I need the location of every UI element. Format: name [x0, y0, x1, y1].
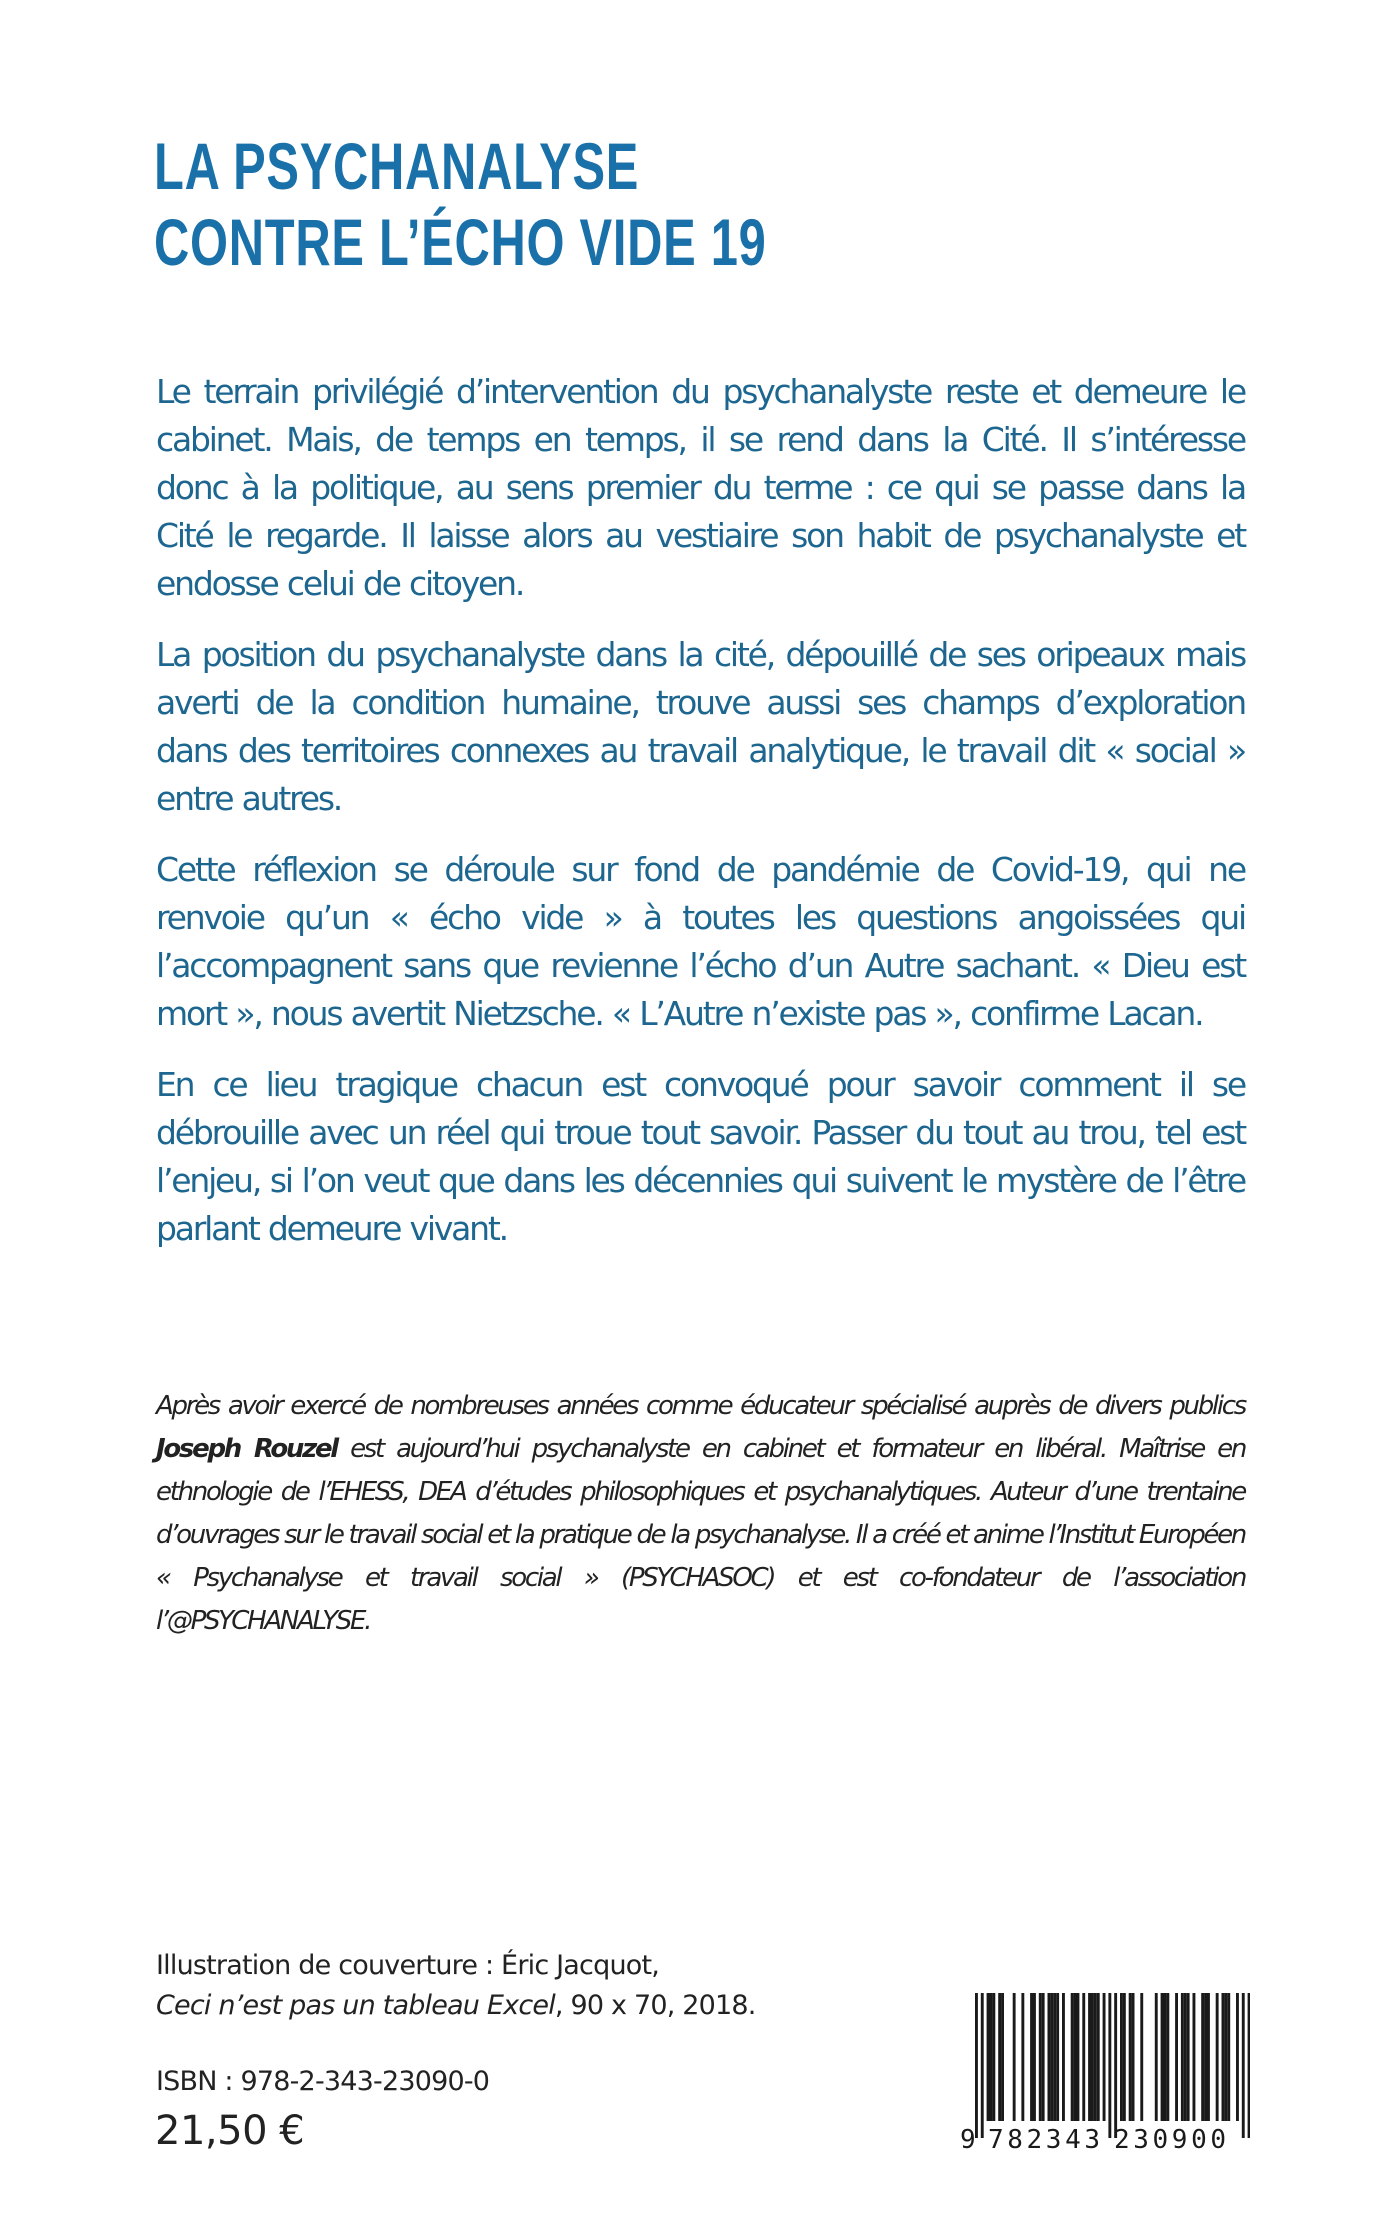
barcode-bar — [1030, 1993, 1033, 2121]
barcode-bar — [1001, 1993, 1004, 2121]
bio-text-start: Après avoir exercé de nombreuses années comme éducateur spécialisé auprès de divers publics — [156, 1391, 1245, 1421]
barcode-bar — [1013, 1993, 1016, 2121]
barcode-bar — [992, 1993, 995, 2121]
barcode-bar — [1248, 1993, 1250, 2138]
barcode-bar — [975, 1993, 978, 2138]
barcode-graphic — [950, 1990, 1250, 2155]
isbn: ISBN : 978-2-343-23090-0 — [156, 2066, 490, 2097]
barcode-bar — [1236, 1993, 1239, 2121]
barcode-bar — [1088, 1993, 1091, 2121]
cover-credits — [156, 1946, 756, 2026]
barcode — [950, 1990, 1250, 2155]
barcode-bar — [1222, 1993, 1225, 2121]
blurb-paragraph: La position du psychanalyste dans la cité, dépouillé de ses oripeaux mais averti de la condition humaine, trouve aussi ses champs d’exploration dans des territoires connexes au travail analytique, le travail dit « social » entre autres. — [156, 635, 1245, 818]
author-name: Joseph Rouzel — [156, 1434, 337, 1464]
barcode-bar — [1181, 1993, 1184, 2121]
blurb-paragraph: En ce lieu tragique chacun est convoqué pour savoir comment il se débrouille avec un réel qui troue tout savoir. Passer du tout au trou, tel est l’enjeu, si l’on veut que dans les décennies qui suivent le mystère de l’être parlant demeure vivant. — [156, 1065, 1245, 1248]
barcode-bar — [1224, 1993, 1227, 2121]
barcode-bar — [1204, 1993, 1207, 2121]
barcode-bar — [1039, 1993, 1042, 2121]
barcode-bar — [990, 1993, 993, 2121]
blurb-paragraph: Le terrain privilégié d’intervention du psychanalyste reste et demeure le cabinet. Mais, de temps en temps, il se rend dans la Cité. Il s’intéresse donc à la politique, au sens premier du terme : ce qui se passe dans la Cité le regarde. Il laisse alors au vestiaire son habit de psychanalyste et endosse celui de citoyen. — [156, 372, 1245, 603]
barcode-bar — [1242, 1993, 1245, 2138]
barcode-bar — [1053, 1993, 1056, 2121]
book-title — [154, 128, 767, 280]
title-line-1: LA PSYCHANALYSE — [154, 129, 640, 203]
barcode-bar — [1175, 1993, 1178, 2121]
artwork-details: , 90 x 70, 2018. — [554, 1990, 756, 2021]
barcode-bar — [1082, 1993, 1085, 2121]
barcode-bar — [1062, 1993, 1065, 2121]
barcode-bar — [1056, 1993, 1059, 2121]
barcode-bar — [1140, 1993, 1143, 2121]
barcode-bar — [1155, 1993, 1158, 2121]
blurb — [156, 368, 1245, 1276]
barcode-bar — [1021, 1993, 1024, 2121]
illustration-credit: Illustration de couverture : Éric Jacquot, — [156, 1950, 660, 1981]
barcode-bar — [1216, 1993, 1219, 2121]
author-bio — [156, 1385, 1245, 1643]
barcode-bar — [1114, 1993, 1117, 2138]
barcode-bar — [1050, 1993, 1053, 2121]
barcode-bar — [1042, 1993, 1045, 2121]
barcode-bar — [1097, 1993, 1100, 2121]
barcode-bar — [981, 1993, 984, 2138]
barcode-bar — [1091, 1993, 1094, 2121]
barcode-bar — [1161, 1993, 1164, 2121]
barcode-right-digits: 230900 — [1114, 2125, 1226, 2155]
barcode-first-digit: 9 — [960, 2125, 976, 2155]
blurb-paragraph: Cette réflexion se déroule sur fond de pandémie de Covid-19, qui ne renvoie qu’un « écho vide » à toutes les questions angoissées qui l’accompagnent sans que revienne l’écho d’un Autre sachant. « Dieu est mort », nous avertit Nietzsche. « L’Autre n’existe pas », confirme Lacan. — [156, 850, 1245, 1033]
barcode-bar — [1108, 1993, 1111, 2138]
barcode-bar — [1077, 1993, 1080, 2121]
barcode-bar — [1103, 1993, 1106, 2121]
barcode-left-digits: 782343 — [988, 2125, 1100, 2155]
barcode-bar — [1201, 1993, 1204, 2121]
artwork-line — [156, 1986, 756, 2026]
artwork-title: Ceci n’est pas un tableau Excel — [156, 1990, 555, 2021]
barcode-bar — [1227, 1993, 1230, 2121]
barcode-bar — [1166, 1993, 1169, 2121]
barcode-bar — [1094, 1993, 1097, 2121]
barcode-bar — [1193, 1993, 1196, 2121]
price: 21,50 € — [155, 2108, 305, 2154]
barcode-bar — [1071, 1993, 1074, 2121]
barcode-bar — [1123, 1993, 1126, 2121]
barcode-bar — [1164, 1993, 1167, 2121]
barcode-bar — [1184, 1993, 1187, 2121]
barcode-bar — [1129, 1993, 1132, 2121]
barcode-bar — [1033, 1993, 1036, 2121]
barcode-bar — [1048, 1993, 1051, 2121]
barcode-bar — [987, 1993, 990, 2121]
barcode-bar — [1120, 1993, 1123, 2121]
barcode-bar — [1207, 1993, 1210, 2121]
bio-text-end: est aujourd’hui psychanalyste en cabinet et formateur en libéral. Maîtrise en ethnologie de l’EHESS, DEA d’études philosophiques et psychanalytiques. Auteur d’une trentaine d’ouvrages sur le travail social et la pratique de la psychanalyse. Il a créé et anime l’Institut Européen « Psychanalyse et travail social » (PSYCHASOC) et est co-fondateur de l’association l’@PSYCHANALYSE. — [156, 1434, 1245, 1636]
barcode-bar — [998, 1993, 1001, 2121]
title-line-2: CONTRE L’ÉCHO VIDE 19 — [154, 205, 767, 279]
barcode-bar — [1074, 1993, 1077, 2121]
barcode-bar — [1132, 1993, 1135, 2121]
barcode-bar — [1187, 1993, 1190, 2121]
